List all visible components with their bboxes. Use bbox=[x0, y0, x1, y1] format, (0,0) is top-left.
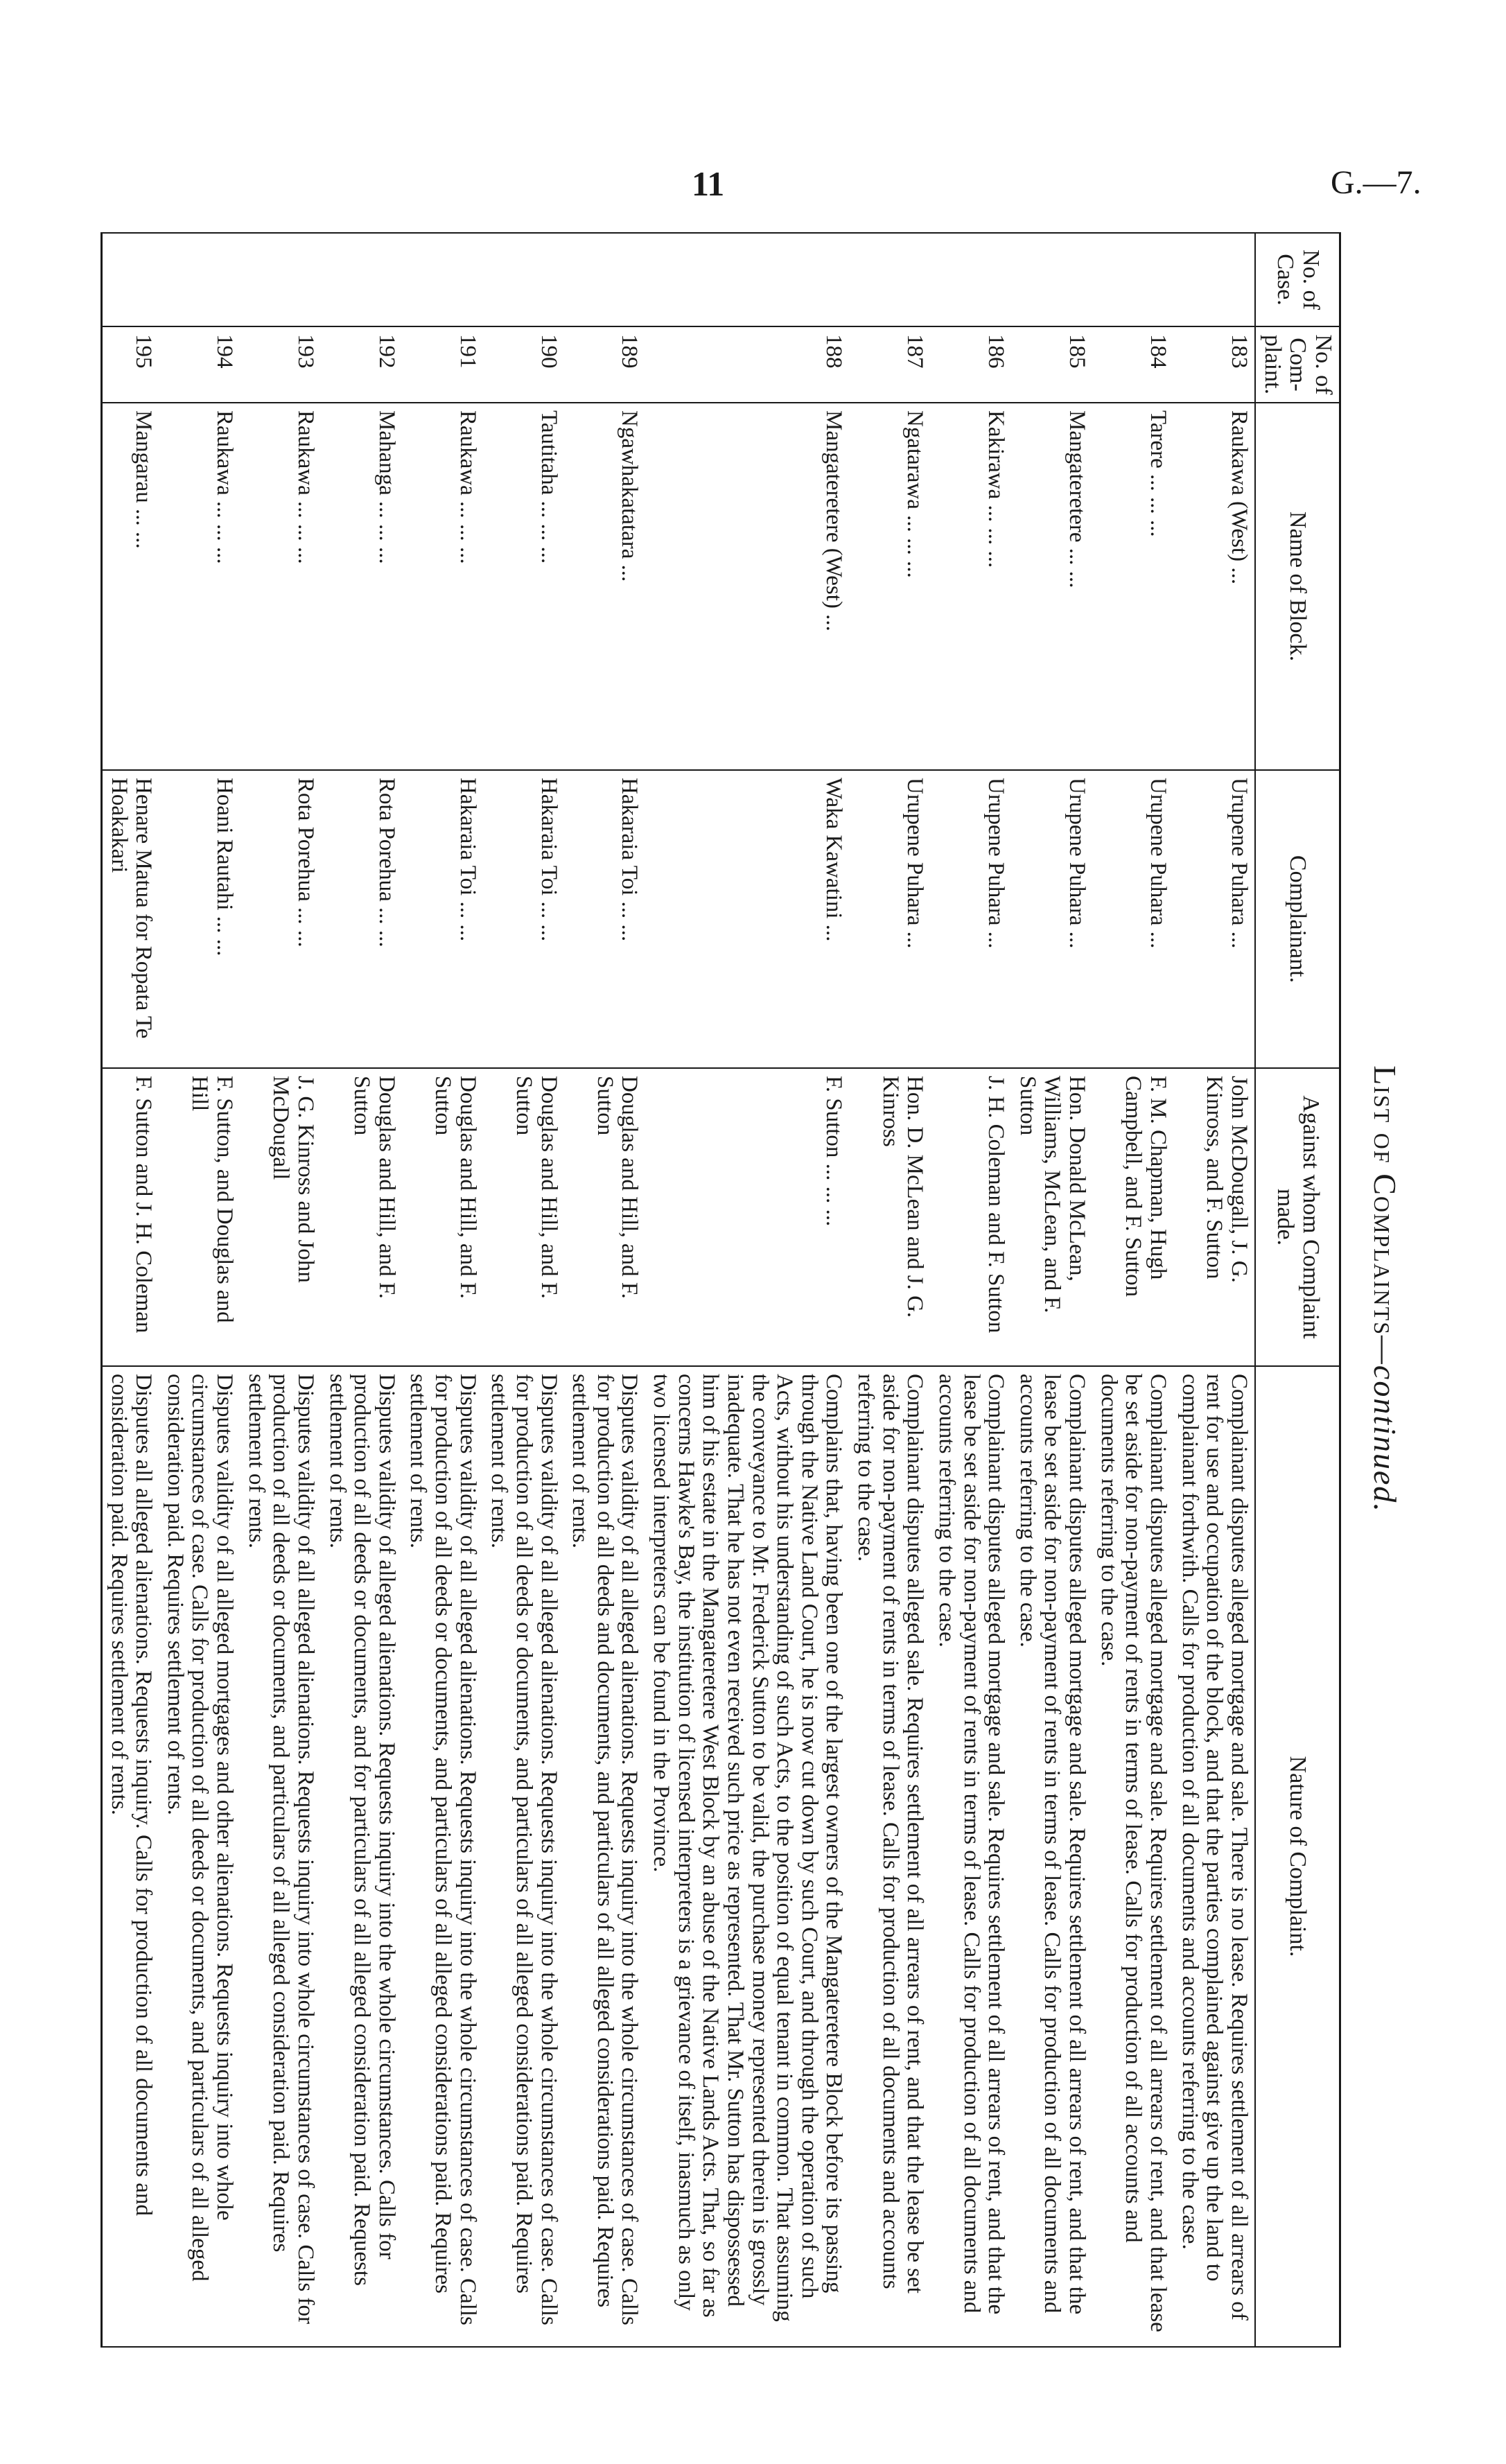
cell-nature: Disputes validity of alleged alienations. Requests inquiry into the whole circumstances. Calls for production of all deeds or documents, and for particulars of all alleged consideration paid. Requests settlement of rents. bbox=[321, 1366, 402, 2347]
cell-complaint-no: 192 bbox=[321, 326, 402, 403]
table-row bbox=[645, 233, 849, 2347]
cell-case bbox=[240, 233, 321, 326]
cell-block: Raukawa ... ... ... bbox=[402, 403, 483, 770]
cell-against: J. H. Coleman and F. Sutton bbox=[930, 1068, 1011, 1366]
cell-complaint-no: 183 bbox=[1173, 326, 1255, 403]
cell-block: Mangateretere (West) ... bbox=[645, 403, 849, 770]
cell-case bbox=[483, 233, 564, 326]
cell-complainant: Urupene Puhara ... bbox=[1011, 770, 1092, 1068]
cell-case bbox=[321, 233, 402, 326]
table-row bbox=[483, 233, 564, 2347]
rotated-table-block bbox=[106, 232, 1403, 2346]
cell-complainant: Rota Porehua ... ... bbox=[321, 770, 402, 1068]
cell-against: John McDougall, J. G. Kinross, and F. Sutton bbox=[1173, 1068, 1255, 1366]
cell-against: F. M. Chapman, Hugh Campbell, and F. Sutton bbox=[1092, 1068, 1173, 1366]
table-row bbox=[564, 233, 645, 2347]
cell-against: Douglas and Hill, and F. Sutton bbox=[321, 1068, 402, 1366]
cell-complainant: Henare Matua for Ropata Te Hoakakari bbox=[101, 770, 159, 1068]
cell-against: F. Sutton, and Douglas and Hill bbox=[159, 1068, 240, 1366]
cell-block: Kakirawa ... ... ... bbox=[930, 403, 1011, 770]
cell-complaint-no: 189 bbox=[564, 326, 645, 403]
cell-nature: Disputes all alleged alienations. Requests inquiry. Calls for production of all documents and consideration paid. Requires settlement of rents. bbox=[101, 1366, 159, 2347]
cell-block: Ngatarawa ... ... ... bbox=[849, 403, 930, 770]
cell-complaint-no: 188 bbox=[645, 326, 849, 403]
header-case: No. of Case. bbox=[1255, 233, 1340, 326]
cell-case bbox=[930, 233, 1011, 326]
cell-block: Raukawa (West) ... bbox=[1173, 403, 1255, 770]
cell-nature: Complainant disputes alleged mortgage and sale. Requires settlement of all arrears of rent, and that the lease be set aside for non-payment of rents in terms of lease. Calls for production of all documents and accounts referring to the case. bbox=[930, 1366, 1011, 2347]
cell-complainant: Urupene Puhara ... bbox=[849, 770, 930, 1068]
cell-case bbox=[101, 233, 159, 326]
cell-block: Raukawa ... ... ... bbox=[240, 403, 321, 770]
cell-against: Douglas and Hill, and F. Sutton bbox=[564, 1068, 645, 1366]
table-row bbox=[101, 233, 159, 2347]
cell-nature: Complainant disputes alleged mortgage and sale. Requires settlement of all arrears of rent, and that lease be set aside for non-payment of rents in terms of lease. Calls for production of all accounts and documents referring to the case. bbox=[1092, 1366, 1173, 2347]
cell-nature: Complainant disputes alleged mortgage and sale. Requires settlement of all arrears of rent, and that the lease be set aside for non-payment of rents in terms of lease. Calls for production of all documents and accounts referring to the case. bbox=[1011, 1366, 1092, 2347]
header-complaint-no: No. of Com-plaint. bbox=[1255, 326, 1340, 403]
cell-complainant: Hakaraia Toi ... ... bbox=[564, 770, 645, 1068]
cell-complaint-no: 190 bbox=[483, 326, 564, 403]
cell-block: Tarere ... ... ... bbox=[1092, 403, 1173, 770]
cell-complaint-no: 193 bbox=[240, 326, 321, 403]
cell-block: Mangateretere ... ... bbox=[1011, 403, 1092, 770]
cell-nature: Disputes validity of all alleged mortgages and other alienations. Requests inquiry into whole circumstances of case. Calls for production of all deeds or documents, and particulars of all alleged consideration paid. Requires settlement of rents. bbox=[159, 1366, 240, 2347]
table-row bbox=[402, 233, 483, 2347]
cell-nature: Disputes validity of all alleged alienations. Requests inquiry into whole circumstances of case. Calls for production of all deeds or documents, and particulars of all alleged consideration paid. Requires settlement of rents. bbox=[240, 1366, 321, 2347]
cell-nature: Complainant disputes alleged mortgage and sale. There is no lease. Requires settlement of all arrears of rent for use and occupation of the block, and that the parties complained against give up the land to complainant forthwith. Calls for production of all documents and accounts referring to the case. bbox=[1173, 1366, 1255, 2347]
cell-nature: Complains that, having been one of the largest owners of the Mangateretere Block before its passing through the Native Land Court, he is now cut down by such Court, and through the operation of such Acts, without his understanding of such Acts, to the position of equal tenant in common. That assuming the conveyance to Mr. Frederick Sutton to be valid, the purchase money represented therein is grossly inadequate. That he has not even received such price as represented. That Mr. Sutton has dispossessed him of his estate in the Mangateretere West Block by an abuse of the Native Lands Acts. That, so far as concerns Hawke's Bay, the institution of licensed interpreters is a grievance of itself, inasmuch as only two licensed interpreters can be found in the Province. bbox=[645, 1366, 849, 2347]
cell-block: Tautitaha ... ... ... bbox=[483, 403, 564, 770]
cell-against: J. G. Kinross and John McDougall bbox=[240, 1068, 321, 1366]
complaints-table bbox=[100, 232, 1341, 2348]
cell-against: Hon. Donald McLean, Williams, McLean, and F. Sutton bbox=[1011, 1068, 1092, 1366]
cell-complaint-no: 195 bbox=[101, 326, 159, 403]
cell-case bbox=[1011, 233, 1092, 326]
table-row bbox=[321, 233, 402, 2347]
cell-complainant: Rota Porehua ... ... bbox=[240, 770, 321, 1068]
table-row bbox=[930, 233, 1011, 2347]
table-row bbox=[159, 233, 240, 2347]
table-header-row bbox=[1255, 233, 1340, 2347]
cell-case bbox=[402, 233, 483, 326]
cell-case bbox=[1092, 233, 1173, 326]
header-nature: Nature of Complaint. bbox=[1255, 1366, 1340, 2347]
cell-nature: Disputes validity of all alleged alienations. Requests inquiry into the whole circumstances of case. Calls for production of all deeds and documents, and particulars of all alleged considerations paid. Requires settlement of rents. bbox=[564, 1366, 645, 2347]
cell-against: Douglas and Hill, and F. Sutton bbox=[483, 1068, 564, 1366]
cell-complaint-no: 191 bbox=[402, 326, 483, 403]
cell-case bbox=[564, 233, 645, 326]
cell-case bbox=[645, 233, 849, 326]
cell-complaint-no: 184 bbox=[1092, 326, 1173, 403]
cell-against: F. Sutton and J. H. Coleman bbox=[101, 1068, 159, 1366]
cell-complainant: Waka Kawatini ... bbox=[645, 770, 849, 1068]
cell-complainant: Urupene Puhara ... bbox=[1173, 770, 1255, 1068]
table-row bbox=[240, 233, 321, 2347]
cell-complaint-no: 185 bbox=[1011, 326, 1092, 403]
cell-complainant: Urupene Puhara ... bbox=[930, 770, 1011, 1068]
cell-nature: Disputes validity of all alleged alienations. Requests inquiry into the whole circumstances of case. Calls for production of all deeds or documents, and particulars of all alleged considerations paid. Requires settlement of rents. bbox=[483, 1366, 564, 2347]
cell-complaint-no: 187 bbox=[849, 326, 930, 403]
header-against: Against whom Complaint made. bbox=[1255, 1068, 1340, 1366]
cell-case bbox=[159, 233, 240, 326]
cell-nature: Complainant disputes alleged sale. Requires settlement of all arrears of rent, and that the lease be set aside for non-payment of rents in terms of lease. Calls for production of all documents and accounts referring to the case. bbox=[849, 1366, 930, 2347]
cell-block: Mahanga ... ... ... bbox=[321, 403, 402, 770]
header-block: Name of Block. bbox=[1255, 403, 1340, 770]
cell-complainant: Urupene Puhara ... bbox=[1092, 770, 1173, 1068]
table-row bbox=[1173, 233, 1255, 2347]
cell-complaint-no: 194 bbox=[159, 326, 240, 403]
table-row bbox=[1011, 233, 1092, 2347]
cell-complainant: Hakaraia Toi ... ... bbox=[402, 770, 483, 1068]
cell-against: F. Sutton ... ... ... bbox=[645, 1068, 849, 1366]
page-number: 11 bbox=[692, 164, 725, 203]
cell-block: Ngawhakatatara ... bbox=[564, 403, 645, 770]
header-complainant: Complainant. bbox=[1255, 770, 1340, 1068]
cell-case bbox=[849, 233, 930, 326]
table-title bbox=[1342, 232, 1403, 2346]
cell-complaint-no: 186 bbox=[930, 326, 1011, 403]
cell-case bbox=[1173, 233, 1255, 326]
cell-complainant: Hoani Rautahi ... ... bbox=[159, 770, 240, 1068]
table-row bbox=[849, 233, 930, 2347]
cell-block: Raukawa ... ... ... bbox=[159, 403, 240, 770]
cell-block: Mangarau ... ... bbox=[101, 403, 159, 770]
table-title-continued: —continued. bbox=[1367, 1336, 1403, 1513]
cell-against: Hon. D. McLean and J. G. Kinross bbox=[849, 1068, 930, 1366]
table-title-main: List of Complaints bbox=[1367, 1065, 1403, 1336]
table-row bbox=[1092, 233, 1173, 2347]
cell-against: Douglas and Hill, and F. Sutton bbox=[402, 1068, 483, 1366]
cell-nature: Disputes validity of all alleged alienations. Requests inquiry into the whole circumstances of case. Calls for production of all deeds or documents, and particulars of all alleged considerations paid. Requires settlement of rents. bbox=[402, 1366, 483, 2347]
document-code: G.—7. bbox=[1331, 164, 1421, 201]
cell-complainant: Hakaraia Toi ... ... bbox=[483, 770, 564, 1068]
